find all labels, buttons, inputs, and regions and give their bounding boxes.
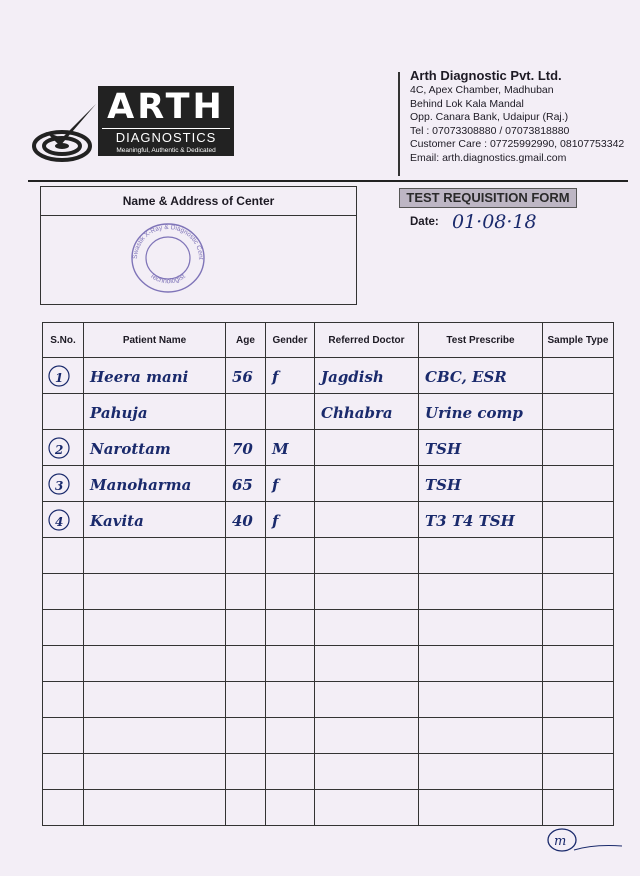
patient-name-cell xyxy=(84,394,226,430)
empty-cell xyxy=(543,646,614,682)
empty-row xyxy=(43,538,614,574)
patient-name-cell xyxy=(84,502,226,538)
empty-cell xyxy=(266,610,315,646)
sample-cell xyxy=(543,358,614,394)
empty-cell xyxy=(315,718,419,754)
doctor-cell xyxy=(315,466,419,502)
sno-cell xyxy=(43,358,84,394)
table-row xyxy=(43,358,614,394)
address-line: 4C, Apex Chamber, Madhuban xyxy=(410,84,554,96)
sample-cell xyxy=(543,394,614,430)
svg-text:Pahuja: Pahuja xyxy=(90,404,148,422)
age-cell xyxy=(226,358,266,394)
empty-cell xyxy=(315,790,419,826)
empty-cell xyxy=(43,574,84,610)
svg-text:f: f xyxy=(272,368,279,386)
doctor-cell xyxy=(315,394,419,430)
logo-divider xyxy=(102,128,230,129)
empty-cell xyxy=(84,646,226,682)
sample-cell xyxy=(543,466,614,502)
age-cell xyxy=(226,466,266,502)
empty-cell xyxy=(43,754,84,790)
test-cell xyxy=(419,430,543,466)
empty-row xyxy=(43,646,614,682)
svg-text:T3 T4 TSH: T3 T4 TSH xyxy=(425,512,515,530)
sample-cell xyxy=(543,502,614,538)
patient-name-cell xyxy=(84,358,226,394)
svg-text:1: 1 xyxy=(55,371,64,385)
center-title: Name & Address of Center xyxy=(41,187,356,216)
svg-text:f: f xyxy=(272,476,279,494)
empty-cell xyxy=(226,646,266,682)
sno-cell xyxy=(43,502,84,538)
svg-text:TSH: TSH xyxy=(425,440,462,458)
svg-text:Heera mani: Heera mani xyxy=(90,368,189,386)
empty-row xyxy=(43,682,614,718)
age-cell xyxy=(226,430,266,466)
doctor-cell xyxy=(315,430,419,466)
empty-cell xyxy=(419,538,543,574)
empty-cell xyxy=(84,682,226,718)
empty-cell xyxy=(43,790,84,826)
empty-cell xyxy=(266,646,315,682)
col-sample-type: Sample Type xyxy=(543,323,614,358)
svg-text:Kavita: Kavita xyxy=(90,512,144,530)
empty-cell xyxy=(419,790,543,826)
empty-row xyxy=(43,718,614,754)
table-row xyxy=(43,394,614,430)
empty-cell xyxy=(226,682,266,718)
empty-cell xyxy=(419,682,543,718)
empty-cell xyxy=(543,610,614,646)
sample-cell xyxy=(543,430,614,466)
age-cell xyxy=(226,394,266,430)
company-name: Arth Diagnostic Pvt. Ltd. xyxy=(410,68,562,83)
test-cell xyxy=(419,466,543,502)
svg-text:70: 70 xyxy=(232,440,253,458)
svg-text:01·08·18: 01·08·18 xyxy=(452,211,537,233)
svg-text:2: 2 xyxy=(55,443,64,457)
empty-cell xyxy=(419,574,543,610)
table-row xyxy=(43,430,614,466)
sno-cell xyxy=(43,394,84,430)
empty-cell xyxy=(266,718,315,754)
svg-text:3: 3 xyxy=(55,479,64,493)
empty-cell xyxy=(43,682,84,718)
empty-cell xyxy=(43,538,84,574)
test-cell xyxy=(419,394,543,430)
svg-text:4: 4 xyxy=(55,515,64,529)
svg-text:65: 65 xyxy=(232,476,253,494)
col-age: Age xyxy=(226,323,266,358)
svg-text:56: 56 xyxy=(232,368,253,386)
empty-cell xyxy=(543,574,614,610)
target-check-icon xyxy=(32,102,102,162)
empty-cell xyxy=(543,790,614,826)
gender-cell xyxy=(266,394,315,430)
sno-cell xyxy=(43,430,84,466)
empty-cell xyxy=(266,574,315,610)
logo-box xyxy=(98,86,234,156)
empty-cell xyxy=(226,754,266,790)
empty-cell xyxy=(84,610,226,646)
empty-row xyxy=(43,574,614,610)
empty-row xyxy=(43,610,614,646)
age-cell xyxy=(226,502,266,538)
table-row xyxy=(43,502,614,538)
sno-cell xyxy=(43,466,84,502)
logo-wordmark: ARTH xyxy=(107,87,225,127)
empty-cell xyxy=(266,790,315,826)
empty-cell xyxy=(315,538,419,574)
date-label: Date: xyxy=(410,216,439,228)
empty-cell xyxy=(419,646,543,682)
doctor-cell xyxy=(315,502,419,538)
patient-name-cell xyxy=(84,466,226,502)
svg-text:Narottam: Narottam xyxy=(90,440,171,458)
header-rule xyxy=(28,180,628,182)
customer-care-line: Customer Care : 07725992990, 08107753342 xyxy=(410,138,625,150)
patient-table xyxy=(42,322,614,826)
empty-cell xyxy=(226,538,266,574)
empty-cell xyxy=(84,538,226,574)
test-cell xyxy=(419,358,543,394)
empty-cell xyxy=(43,718,84,754)
empty-cell xyxy=(226,610,266,646)
gender-cell xyxy=(266,502,315,538)
svg-text:Jagdish: Jagdish xyxy=(321,368,384,386)
svg-text:CBC, ESR: CBC, ESR xyxy=(425,368,507,386)
empty-cell xyxy=(266,682,315,718)
empty-cell xyxy=(84,790,226,826)
svg-text:f: f xyxy=(272,512,279,530)
svg-text:Chhabra: Chhabra xyxy=(321,404,393,422)
patient-name-cell xyxy=(84,430,226,466)
svg-text:m: m xyxy=(554,834,567,849)
gender-cell xyxy=(266,466,315,502)
table-row xyxy=(43,466,614,502)
empty-cell xyxy=(226,790,266,826)
arth-logo xyxy=(32,82,242,162)
col-patient-name: Patient Name xyxy=(84,323,226,358)
signature-mark xyxy=(544,826,624,856)
empty-cell xyxy=(266,754,315,790)
empty-cell xyxy=(315,646,419,682)
empty-cell xyxy=(266,538,315,574)
svg-text:40: 40 xyxy=(232,512,253,530)
empty-cell xyxy=(84,754,226,790)
address-line: Behind Lok Kala Mandal xyxy=(410,97,524,110)
svg-text:Manoharma: Manoharma xyxy=(90,476,192,494)
test-cell xyxy=(419,502,543,538)
col-gender: Gender xyxy=(266,323,315,358)
empty-cell xyxy=(315,610,419,646)
empty-cell xyxy=(43,646,84,682)
empty-cell xyxy=(543,538,614,574)
address-line: Opp. Canara Bank, Udaipur (Raj.) xyxy=(410,111,569,123)
empty-cell xyxy=(226,718,266,754)
empty-cell xyxy=(543,718,614,754)
email-line: Email: arth.diagnostics.gmail.com xyxy=(410,151,567,164)
col-referred-doctor: Referred Doctor xyxy=(315,323,419,358)
doctor-cell xyxy=(315,358,419,394)
gender-cell xyxy=(266,358,315,394)
center-stamp xyxy=(129,221,207,295)
logo-subtitle: DIAGNOSTICS xyxy=(115,130,217,145)
phone-line: Tel : 07073308880 / 07073818880 xyxy=(410,124,570,137)
empty-row xyxy=(43,790,614,826)
empty-cell xyxy=(315,754,419,790)
svg-text:Swastik X-Ray & Diagnostic Cen: Swastik X-Ray & Diagnostic Cent xyxy=(131,223,205,260)
empty-cell xyxy=(543,754,614,790)
company-details xyxy=(400,68,630,165)
empty-cell xyxy=(315,574,419,610)
empty-cell xyxy=(84,718,226,754)
svg-text:Technologist: Technologist xyxy=(148,272,187,286)
svg-text:TSH: TSH xyxy=(425,476,462,494)
logo-tagline: Meaningful, Authentic & Dedicated xyxy=(116,147,216,154)
empty-cell xyxy=(543,682,614,718)
col-sno: S.No. xyxy=(43,323,84,358)
col-test-prescribe: Test Prescribe xyxy=(419,323,543,358)
center-box xyxy=(40,186,357,305)
empty-cell xyxy=(419,754,543,790)
svg-text:Urine comp: Urine comp xyxy=(425,404,523,422)
empty-cell xyxy=(43,610,84,646)
empty-cell xyxy=(84,574,226,610)
date-value xyxy=(450,208,570,234)
empty-cell xyxy=(315,682,419,718)
empty-cell xyxy=(419,610,543,646)
empty-row xyxy=(43,754,614,790)
gender-cell xyxy=(266,430,315,466)
svg-text:M: M xyxy=(272,440,289,458)
table-header-row xyxy=(43,323,614,358)
empty-cell xyxy=(419,718,543,754)
form-title: TEST REQUISITION FORM xyxy=(399,188,577,208)
empty-cell xyxy=(226,574,266,610)
